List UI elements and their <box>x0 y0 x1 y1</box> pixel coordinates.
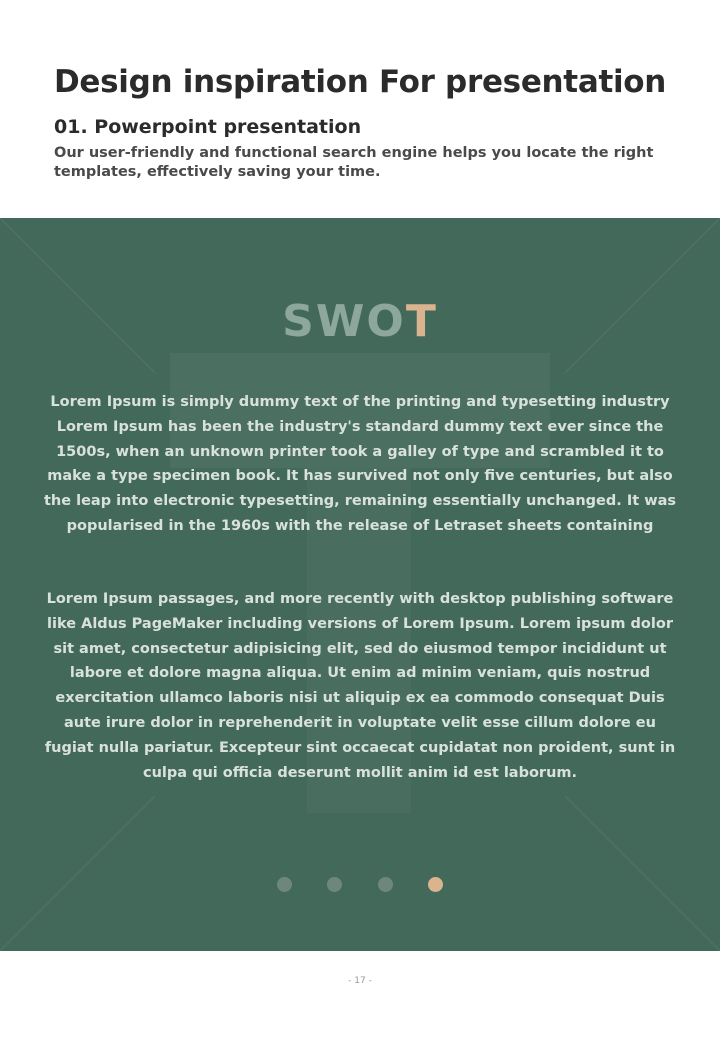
section-subtitle: 01. Powerpoint presentation <box>54 116 362 138</box>
slide-paragraph-2: Lorem Ipsum passages, and more recently with desktop publishing software like Aldus PageMaker including versions of Lorem Ipsum. Lorem ipsum dolor sit amet, consectetur adipisicing elit, sed do eiusmod tempor incididunt ut labore et dolore magna aliqua. Ut enim ad minim veniam, quis nostrud exercitation ullamco laboris nisi ut aliquip ex ea commodo consequat Duis aute irure dolor in reprehenderit in voluptate velit esse cillum dolore eu fugiat nulla pariatur. Excepteur sint occaecat cupidatat non proident, sunt in culpa qui officia deserunt mollit anim id est laborum. <box>44 591 676 781</box>
slide-title-main: SWO <box>282 296 406 347</box>
swot-slide <box>0 218 720 951</box>
slide-title-accent: T <box>405 296 438 347</box>
page-number: - 17 - <box>348 976 372 986</box>
pagination-dot-3[interactable] <box>378 877 393 892</box>
intro-text: Our user-friendly and functional search engine helps you locate the right templates, effectively saving your time. <box>54 145 654 180</box>
slide-paragraph-1: Lorem Ipsum is simply dummy text of the printing and typesetting industry Lorem Ipsum has been the industry's standard dummy text ever since the 1500s, when an unknown printer took a galley of type and scrambled it to make a type specimen book. It has survived not only five centuries, but also the leap into electronic typesetting, remaining essentially unchanged. It was popularised in the 1960s with the release of Letraset sheets containing <box>43 394 677 534</box>
pagination-dot-1[interactable] <box>277 877 292 892</box>
slide-title <box>0 296 720 347</box>
slide-pagination <box>0 877 720 893</box>
pagination-dot-4[interactable] <box>428 877 443 892</box>
pagination-dot-2[interactable] <box>327 877 342 892</box>
page-title: Design inspiration For presentation <box>54 64 667 100</box>
